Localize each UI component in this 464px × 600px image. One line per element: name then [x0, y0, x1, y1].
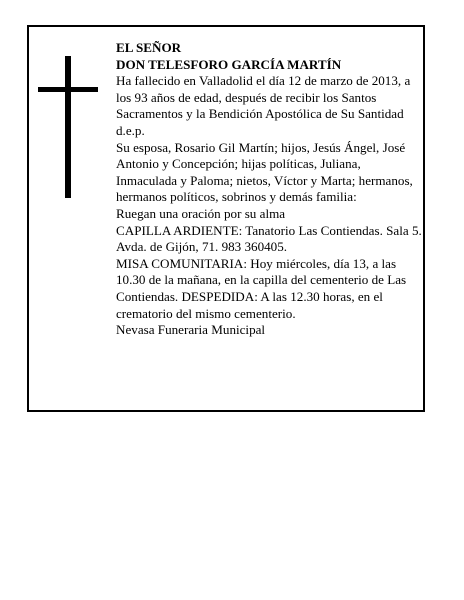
cross-vertical-bar — [65, 56, 71, 198]
mass-info: MISA COMUNITARIA: Hoy miércoles, día 13, a las 10.30 de la mañana, en la capilla del cementerio de Las Contiendas. DESPEDIDA: A las 12.30 horas, en el crematorio del mismo cementerio. — [116, 255, 407, 321]
obituary-notice — [27, 25, 425, 412]
notice-text — [116, 40, 424, 339]
chapel-info: CAPILLA ARDIENTE: Tanatorio Las Contiendas. Sala 5. Avda. de Gijón, 71. 983 360405. — [116, 222, 422, 255]
family-list: Su esposa, Rosario Gil Martín; hijos, Jesús Ángel, José Antonio y Concepción; hijas políticas, Juliana, Inmaculada y Paloma; nietos, Víctor y Marta; hermanos, hermanos políticos, sobrinos y demás familia: — [116, 139, 413, 205]
cross-horizontal-bar — [38, 87, 98, 92]
prayer-request: Ruegan una oración por su alma — [116, 205, 286, 221]
funeral-home: Nevasa Funeraria Municipal — [116, 322, 266, 338]
rip-abbreviation: d.e.p. — [116, 122, 145, 138]
death-statement: Ha fallecido en Valladolid el día 12 de marzo de 2013, a los 93 años de edad, después de recibir los Santos Sacramentos y la Bendición Apostólica de Su Santidad — [116, 73, 411, 122]
deceased-name: DON TELESFORO GARCÍA MARTÍN — [116, 56, 342, 72]
notice-title: EL SEÑOR — [116, 40, 182, 55]
cross-icon — [38, 56, 98, 198]
